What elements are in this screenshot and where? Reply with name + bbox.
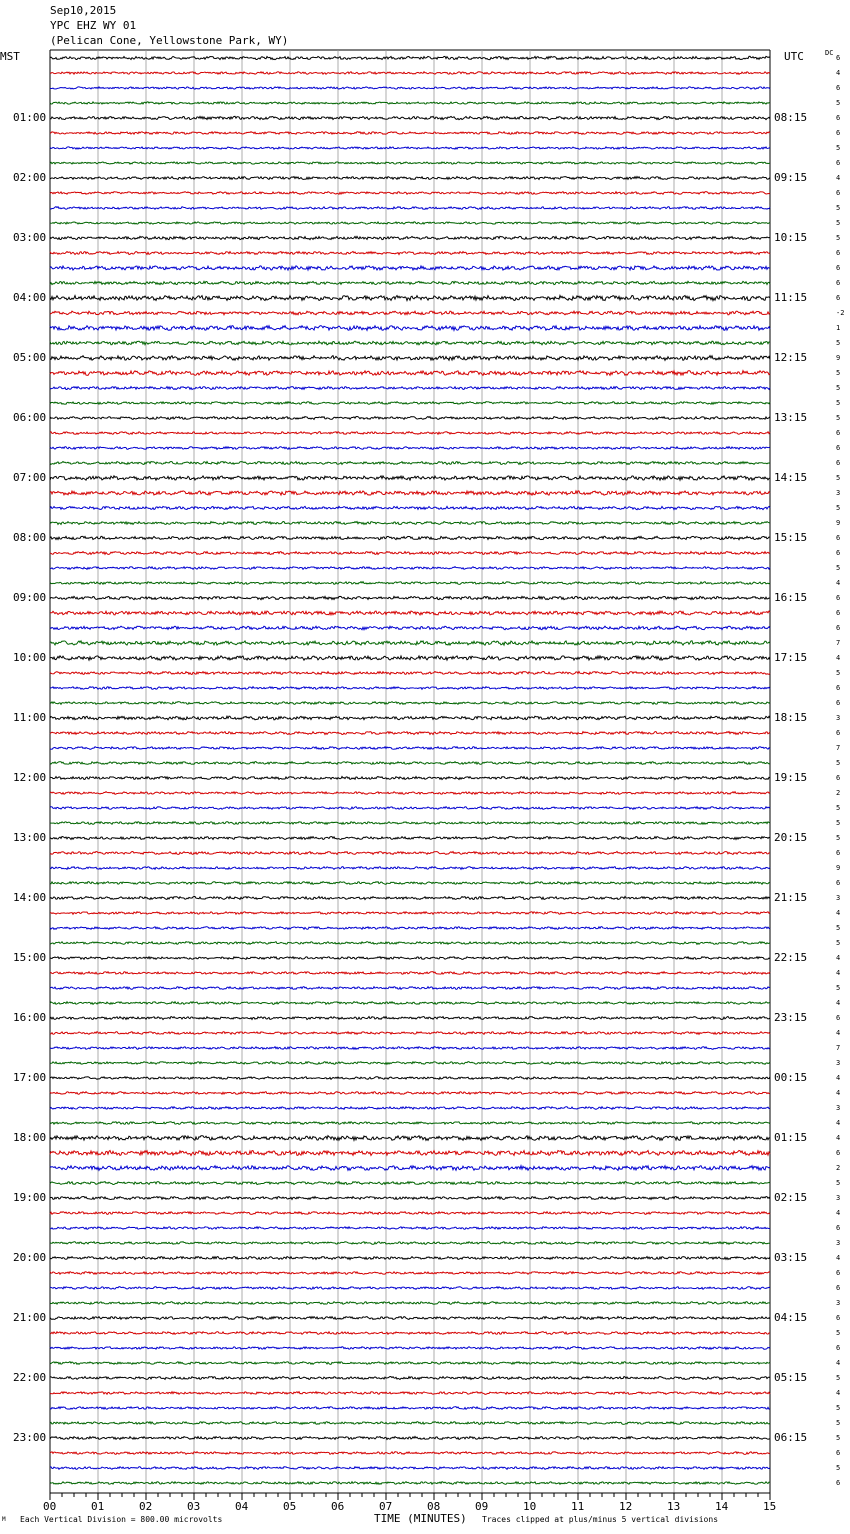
trace-row: [50, 1482, 770, 1485]
right-hour-label: 13:15: [774, 411, 808, 424]
trace-row: [50, 837, 770, 840]
left-hour-label: 17:00: [13, 1071, 47, 1084]
trace-row: [50, 1002, 770, 1005]
dc-offset-value: 6: [836, 1224, 841, 1232]
trace-row: [50, 311, 770, 315]
trace-row: [50, 491, 770, 495]
left-hour-label: 09:00: [13, 591, 47, 604]
trace-row: [50, 222, 770, 224]
dc-offset-value: 5: [836, 669, 841, 677]
trace-row: [50, 807, 770, 810]
dc-offset-value: 5: [836, 1374, 841, 1382]
x-tick-label: 03: [187, 1500, 201, 1513]
right-hour-label: 19:15: [774, 771, 808, 784]
right-hour-label: 22:15: [774, 951, 808, 964]
dc-offset-value: 7: [836, 1044, 841, 1052]
trace-row: [50, 1016, 770, 1019]
dc-offset-value: 5: [836, 984, 841, 992]
footer-left-mark: M: [2, 1516, 6, 1523]
dc-offset-value: 7: [836, 639, 841, 647]
dc-offset-value: 4: [836, 579, 841, 587]
dc-offset-value: 5: [836, 1419, 841, 1427]
x-tick-label: 15: [763, 1500, 777, 1513]
dc-offset-value: 6: [836, 159, 841, 167]
dc-offset-value: 6: [836, 729, 841, 737]
trace-row: [50, 1212, 770, 1215]
trace-row: [50, 251, 770, 254]
trace-row: [50, 402, 770, 405]
dc-offset-value: 6: [836, 114, 841, 122]
x-tick-label: 01: [91, 1500, 105, 1513]
trace-row: [50, 416, 770, 419]
trace-row: [50, 1362, 770, 1365]
right-hour-label: 14:15: [774, 471, 808, 484]
left-hour-label: 22:00: [13, 1371, 47, 1384]
left-hour-label: 11:00: [13, 711, 47, 724]
x-tick-label: 02: [139, 1500, 153, 1513]
dc-offset-value: 3: [836, 1194, 841, 1202]
dc-offset-value: 5: [836, 339, 841, 347]
dc-offset-value: 5: [836, 99, 841, 107]
dc-offset-value: 6: [836, 444, 841, 452]
right-hour-label: 03:15: [774, 1251, 808, 1264]
trace-row: [50, 1047, 770, 1050]
left-hour-label: 18:00: [13, 1131, 47, 1144]
left-hour-label: 15:00: [13, 951, 47, 964]
right-hour-label: 17:15: [774, 651, 808, 664]
time-axis: [50, 1493, 770, 1500]
trace-row: [50, 177, 770, 180]
minute-grid: [50, 50, 770, 1493]
dc-offset-value: 4: [836, 1074, 841, 1082]
dc-offset-value: 9: [836, 864, 841, 872]
left-hour-label: 19:00: [13, 1191, 47, 1204]
left-hour-label: 01:00: [13, 111, 47, 124]
dc-offset-value: 5: [836, 144, 841, 152]
trace-row: [50, 1257, 770, 1260]
trace-row: [50, 536, 770, 539]
trace-row: [50, 1227, 770, 1230]
trace-row: [50, 731, 770, 734]
left-hour-label: 04:00: [13, 291, 47, 304]
trace-row: [50, 867, 770, 870]
dc-offset-value: 6: [836, 264, 841, 272]
trace-row: [50, 371, 770, 376]
dc-offset-value: 6: [836, 624, 841, 632]
trace-row: [50, 626, 770, 630]
trace-row: [50, 822, 770, 825]
dc-offset-value: 3: [836, 1239, 841, 1247]
dc-offset-value: 6: [836, 1014, 841, 1022]
left-hour-label: 07:00: [13, 471, 47, 484]
dc-offset-value: 6: [836, 1479, 841, 1487]
dc-offset-value: 6: [836, 1314, 841, 1322]
dc-offset-value: 5: [836, 1404, 841, 1412]
right-hour-label: 04:15: [774, 1311, 808, 1324]
dc-offset-value: 6: [836, 1284, 841, 1292]
dc-offset-value: 5: [836, 564, 841, 572]
dc-offset-value: 5: [836, 369, 841, 377]
dc-offset-value: 6: [836, 294, 841, 302]
trace-row: [50, 1452, 770, 1455]
right-hour-label: 06:15: [774, 1431, 808, 1444]
trace-row: [50, 1317, 770, 1320]
x-tick-label: 11: [571, 1500, 585, 1513]
dc-offset-value: 4: [836, 1254, 841, 1262]
dc-offset-value: 4: [836, 1389, 841, 1397]
trace-row: [50, 506, 770, 509]
trace-row: [50, 762, 770, 765]
trace-row: [50, 1467, 770, 1470]
dc-offset-value: 4: [836, 1359, 841, 1367]
right-hour-label: 15:15: [774, 531, 808, 544]
x-tick-label: 10: [523, 1500, 537, 1513]
dc-offset-value: -2: [836, 309, 845, 317]
dc-offset-value: 5: [836, 1329, 841, 1337]
clip-note: Traces clipped at plus/minus 5 vertical divisions: [482, 1515, 719, 1524]
trace-row: [50, 356, 770, 361]
dc-offset-value: 6: [836, 84, 841, 92]
trace-row: [50, 611, 770, 615]
dc-offset-value: 6: [836, 54, 841, 62]
trace-row: [50, 387, 770, 390]
right-hour-label: 23:15: [774, 1011, 808, 1024]
dc-offset-value: 3: [836, 489, 841, 497]
trace-row: [50, 1242, 770, 1245]
trace-row: [50, 671, 770, 674]
dc-offset-value: 7: [836, 744, 841, 752]
dc-offset-value: 5: [836, 1179, 841, 1187]
dc-offset-value: 6: [836, 534, 841, 542]
trace-row: [50, 447, 770, 450]
trace-row: [50, 341, 770, 345]
trace-row: [50, 716, 770, 720]
dc-offset-value: 6: [836, 699, 841, 707]
trace-row: [50, 792, 770, 795]
trace-row: [50, 162, 770, 164]
trace-row: [50, 326, 770, 331]
dc-offset-value: 4: [836, 1029, 841, 1037]
trace-row: [50, 1196, 770, 1199]
dc-offset-value: 3: [836, 1059, 841, 1067]
dc-offset-value: 5: [836, 819, 841, 827]
dc-offset-value: 4: [836, 1119, 841, 1127]
x-tick-label: 08: [427, 1500, 441, 1513]
x-tick-label: 12: [619, 1500, 633, 1513]
trace-row: [50, 1302, 770, 1305]
trace-row: [50, 87, 770, 89]
trace-row: [50, 582, 770, 585]
trace-row: [50, 1122, 770, 1125]
trace-row: [50, 641, 770, 645]
dc-offset-value: 6: [836, 1344, 841, 1352]
right-hour-label: 08:15: [774, 111, 808, 124]
trace-row: [50, 1407, 770, 1410]
trace-row: [50, 295, 770, 300]
left-hour-label: 12:00: [13, 771, 47, 784]
right-hour-label: 11:15: [774, 291, 808, 304]
trace-row: [50, 132, 770, 135]
trace-row: [50, 702, 770, 705]
dc-offset-value: 5: [836, 804, 841, 812]
scale-note: Each Vertical Division = 800.00 microvolts: [20, 1515, 223, 1524]
trace-row: [50, 1332, 770, 1335]
dc-offset-value: 5: [836, 204, 841, 212]
x-tick-label: 09: [475, 1500, 489, 1513]
dc-offset-value: 6: [836, 189, 841, 197]
x-axis-label: TIME (MINUTES): [374, 1512, 467, 1525]
right-hour-label: 01:15: [774, 1131, 808, 1144]
left-hour-label: 10:00: [13, 651, 47, 664]
trace-row: [50, 656, 770, 660]
dc-offset-value: 4: [836, 969, 841, 977]
left-hour-label: 08:00: [13, 531, 47, 544]
dc-offset-value: 6: [836, 684, 841, 692]
trace-row: [50, 1422, 770, 1425]
dc-offset-value: 5: [836, 834, 841, 842]
trace-row: [50, 102, 770, 104]
dc-offset-value: 9: [836, 519, 841, 527]
dc-offset-value: 4: [836, 999, 841, 1007]
right-hour-label: 21:15: [774, 891, 808, 904]
trace-row: [50, 747, 770, 750]
dc-offset-value: 5: [836, 384, 841, 392]
right-timezone-label: UTC: [784, 50, 804, 63]
trace-row: [50, 852, 770, 855]
trace-row: [50, 72, 770, 75]
dc-offset-value: 5: [836, 759, 841, 767]
dc-offset-value: 5: [836, 414, 841, 422]
right-hour-label: 00:15: [774, 1071, 808, 1084]
right-hour-label: 18:15: [774, 711, 808, 724]
dc-offset-value: 6: [836, 249, 841, 257]
trace-row: [50, 927, 770, 930]
trace-row: [50, 972, 770, 975]
trace-row: [50, 1272, 770, 1275]
dc-offset-value: 4: [836, 1089, 841, 1097]
right-hour-label: 12:15: [774, 351, 808, 364]
trace-row: [50, 476, 770, 480]
dc-offset-value: 5: [836, 504, 841, 512]
trace-row: [50, 1166, 770, 1171]
dc-offset-value: 5: [836, 1464, 841, 1472]
right-hour-label: 02:15: [774, 1191, 808, 1204]
trace-row: [50, 987, 770, 990]
dc-offset-value: 6: [836, 129, 841, 137]
left-hour-label: 13:00: [13, 831, 47, 844]
dc-offset-value: 4: [836, 1209, 841, 1217]
dc-offset-value: 5: [836, 219, 841, 227]
dc-offset-value: 2: [836, 789, 841, 797]
dc-offset-value: 1: [836, 324, 841, 332]
dc-offset-value: 6: [836, 279, 841, 287]
dc-offset-value: 3: [836, 1299, 841, 1307]
x-tick-label: 04: [235, 1500, 249, 1513]
dc-offset-value: 9: [836, 354, 841, 362]
dc-offset-value: 3: [836, 894, 841, 902]
dc-offset-value: 3: [836, 714, 841, 722]
trace-row: [50, 1347, 770, 1350]
dc-offset-value: 6: [836, 1449, 841, 1457]
x-tick-label: 07: [379, 1500, 393, 1513]
trace-row: [50, 1062, 770, 1065]
x-tick-label: 13: [667, 1500, 681, 1513]
seismic-traces: [50, 56, 770, 1484]
left-hour-label: 02:00: [13, 171, 47, 184]
dc-offset-value: 4: [836, 1134, 841, 1142]
left-hour-label: 14:00: [13, 891, 47, 904]
x-tick-label: 00: [43, 1500, 57, 1513]
plot-date: Sep10,2015: [50, 4, 117, 17]
trace-row: [50, 207, 770, 210]
dc-offset-value: 6: [836, 774, 841, 782]
trace-row: [50, 896, 770, 899]
trace-row: [50, 147, 770, 149]
dc-offset-value: 6: [836, 594, 841, 602]
station-location: (Pelican Cone, Yellowstone Park, WY): [50, 34, 289, 47]
dc-offset-value: 4: [836, 174, 841, 182]
dc-offset-value: 4: [836, 69, 841, 77]
trace-row: [50, 281, 770, 284]
trace-row: [50, 1032, 770, 1035]
dc-offset-value: 5: [836, 1434, 841, 1442]
dc-offset-value: 3: [836, 1104, 841, 1112]
trace-row: [50, 957, 770, 960]
dc-offset-value: 6: [836, 879, 841, 887]
trace-row: [50, 882, 770, 885]
right-hour-label: 10:15: [774, 231, 808, 244]
dc-offset-value: 6: [836, 549, 841, 557]
trace-row: [50, 432, 770, 435]
trace-row: [50, 522, 770, 525]
trace-row: [50, 56, 770, 59]
left-hour-label: 05:00: [13, 351, 47, 364]
dc-offset-value: 6: [836, 1149, 841, 1157]
x-tick-label: 06: [331, 1500, 345, 1513]
trace-row: [50, 1376, 770, 1379]
dc-offset-value: 4: [836, 954, 841, 962]
trace-row: [50, 596, 770, 599]
trace-row: [50, 1077, 770, 1080]
trace-row: [50, 551, 770, 554]
dc-offset-value: 6: [836, 429, 841, 437]
left-hour-label: 21:00: [13, 1311, 47, 1324]
dc-offset-value: 2: [836, 1164, 841, 1172]
left-hour-label: 16:00: [13, 1011, 47, 1024]
dc-offset-value: 4: [836, 909, 841, 917]
dc-offset-value: 5: [836, 399, 841, 407]
trace-row: [50, 777, 770, 780]
trace-row: [50, 912, 770, 915]
right-hour-label: 09:15: [774, 171, 808, 184]
station-id: YPC EHZ WY 01: [50, 19, 137, 32]
trace-row: [50, 462, 770, 465]
trace-row: [50, 567, 770, 570]
trace-row: [50, 116, 770, 119]
dc-offset-value: 6: [836, 459, 841, 467]
trace-row: [50, 1107, 770, 1110]
trace-row: [50, 236, 770, 239]
left-hour-label: 06:00: [13, 411, 47, 424]
dc-offset-header: DC: [825, 49, 834, 57]
trace-row: [50, 1392, 770, 1395]
dc-offset-value: 4: [836, 654, 841, 662]
right-hour-label: 16:15: [774, 591, 808, 604]
dc-offset-value: 6: [836, 1269, 841, 1277]
dc-offset-value: 5: [836, 924, 841, 932]
trace-row: [50, 266, 770, 270]
right-hour-label: 05:15: [774, 1371, 808, 1384]
dc-offset-value: 6: [836, 849, 841, 857]
x-tick-label: 14: [715, 1500, 729, 1513]
trace-row: [50, 1092, 770, 1095]
trace-row: [50, 942, 770, 945]
left-hour-label: 03:00: [13, 231, 47, 244]
trace-row: [50, 1287, 770, 1290]
dc-offset-value: 5: [836, 474, 841, 482]
trace-row: [50, 1136, 770, 1141]
trace-row: [50, 1182, 770, 1185]
left-timezone-label: MST: [0, 50, 20, 63]
left-hour-label: 23:00: [13, 1431, 47, 1444]
trace-row: [50, 1150, 770, 1155]
trace-row: [50, 1437, 770, 1440]
x-tick-label: 05: [283, 1500, 297, 1513]
left-hour-label: 20:00: [13, 1251, 47, 1264]
right-hour-label: 20:15: [774, 831, 808, 844]
dc-offset-value: 5: [836, 234, 841, 242]
dc-offset-value: 6: [836, 609, 841, 617]
trace-row: [50, 192, 770, 195]
trace-row: [50, 687, 770, 690]
dc-offset-value: 5: [836, 939, 841, 947]
